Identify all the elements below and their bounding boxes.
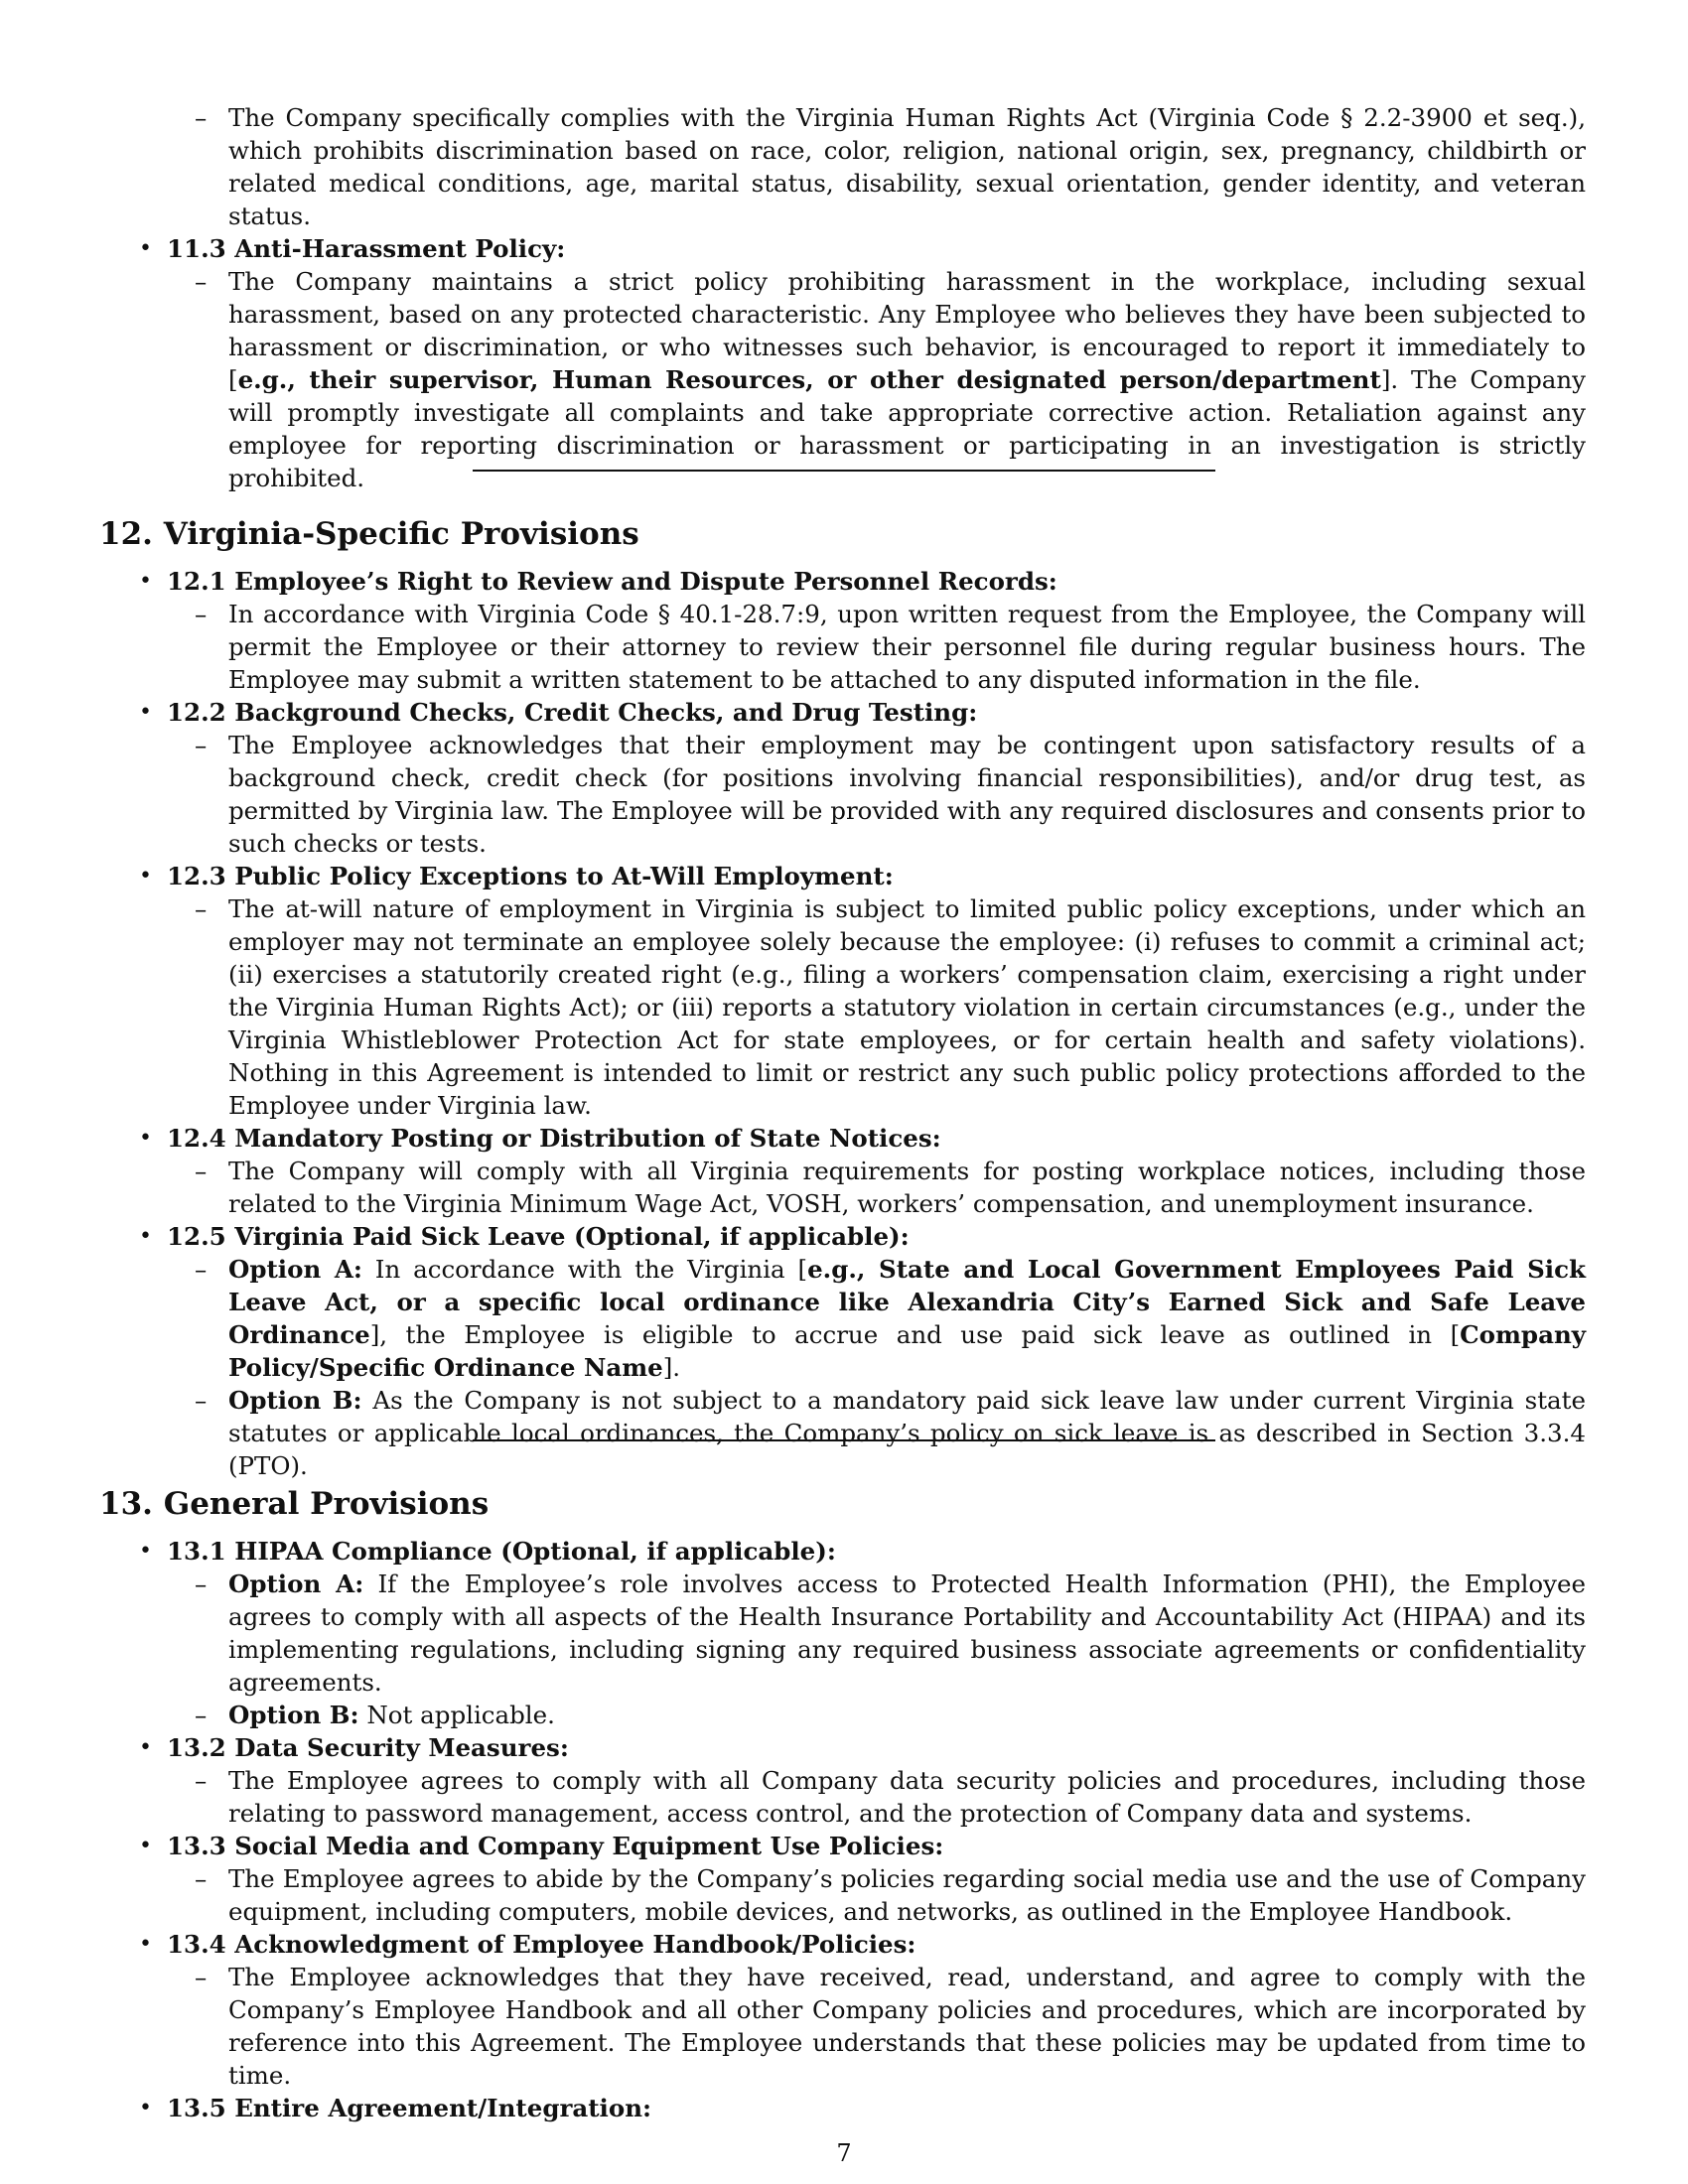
item-12-2-subs — [167, 729, 1589, 860]
section-divider — [473, 470, 1215, 472]
dash-marker: – — [195, 1963, 208, 1992]
bullet-marker: • — [139, 1834, 152, 1859]
bullet-marker: • — [139, 569, 152, 595]
item-13-1: • 13.1 HIPAA Compliance (Optional, if applicable): – Option A: If the Employee’s role involves access to Protected Health Information (PHI), the Employee agrees to comply with all aspects of the Health Insurance Portability and Accountability Act (HIPAA) and its implementing regulations, including signing any required business associate agreements or confidentiality agreements. – Option B: Not applicable. — [99, 1535, 1589, 1731]
bullet-marker: • — [139, 700, 152, 726]
item-12-3: • 12.3 Public Policy Exceptions to At-Will Employment: – The at-will nature of employment in Virginia is subject to limited public policy exceptions, under which an employer may not terminate an employee solely because the employee: (i) refuses to commit a criminal act; (ii) exercises a statutorily created right (e.g., filing a workers’ compensation claim, exercising a right under the Virginia Human Rights Act); or (iii) reports a statutory violation in certain circumstances (e.g., under the Virginia Whistleblower Protection Act for state employees, or for certain health and safety violations). Nothing in this Agreement is intended to limit or restrict any such public policy protections afforded to the Employee under Virginia law. — [99, 860, 1589, 1122]
item-12-5-subs — [167, 1253, 1589, 1482]
section-12 — [99, 516, 1589, 1482]
bullet-marker: • — [139, 1224, 152, 1250]
item-12-4: • 12.4 Mandatory Posting or Distribution of State Notices: – The Company will comply with all Virginia requirements for posting workplace notices, including those related to the Virginia Minimum Wage Act, VOSH, workers’ compensation, and unemployment insurance. — [99, 1122, 1589, 1220]
bullet-marker: • — [139, 1539, 152, 1565]
bullet-marker: • — [139, 1735, 152, 1761]
bullet-marker: • — [139, 1126, 152, 1152]
section-13 — [99, 1486, 1589, 2124]
bullet-marker: • — [139, 236, 152, 261]
item-12-1-sub: – In accordance with Virginia Code § 40.1-28.7:9, upon written request from the Employee, the Company will permit the Employee or their attorney to review their personnel file during regular business hours. The Employee may submit a written statement to be attached to any disputed information in the file. — [195, 600, 1586, 695]
item-12-3-sub: – The at-will nature of employment in Virginia is subject to limited public policy exceptions, under which an employer may not terminate an employee solely because the employee: (i) refuses to commit a criminal act; (ii) exercises a statutorily created right (e.g., filing a workers’ compensation claim, exercising a right under the Virginia Human Rights Act); or (iii) reports a statutory violation in certain circumstances (e.g., under the Virginia Whistleblower Protection Act for state employees, or for certain health and safety violations). Nothing in this Agreement is intended to limit or restrict any such public policy protections afforded to the Employee under Virginia law. — [195, 894, 1586, 1121]
item-13-5: • 13.5 Entire Agreement/Integration: — [139, 2094, 652, 2123]
bullet-marker: • — [139, 864, 152, 889]
section-11-continuation — [99, 101, 1589, 494]
item-13-1-option-b: – Option B: Not applicable. — [195, 1701, 555, 1730]
item-11-3 — [99, 232, 1589, 494]
dash-marker: – — [195, 1864, 208, 1894]
item-13-3: • 13.3 Social Media and Company Equipment Use Policies: – The Employee agrees to abide by the Company’s policies regarding social media use and the use of Company equipment, including computers, mobile devices, and networks, as outlined in the Employee Handbook. — [99, 1830, 1589, 1928]
section-13-items — [99, 1535, 1589, 2124]
dash-marker: – — [195, 1157, 208, 1186]
dash-marker: – — [195, 600, 208, 629]
section-12-items — [99, 565, 1589, 1482]
item-11-3-title: 11.3 Anti-Harassment Policy: — [167, 234, 566, 263]
dash-marker: – — [195, 267, 208, 296]
item-13-2-subs — [167, 1764, 1589, 1830]
item-13-3-sub: – The Employee agrees to abide by the Company’s policies regarding social media use and the use of Company equipment, including computers, mobile devices, and networks, as outlined in the Employee Handbook. — [195, 1864, 1586, 1927]
item-12-4-subs — [167, 1155, 1589, 1220]
item-12-1: • 12.1 Employee’s Right to Review and Dispute Personnel Records: – In accordance with Virginia Code § 40.1-28.7:9, upon written request from the Employee, the Company will permit the Employee or their attorney to review their personnel file during regular business hours. The Employee may submit a written statement to be attached to any disputed information in the file. — [99, 565, 1589, 696]
item-12-3-subs — [167, 892, 1589, 1122]
section-13-heading: 13. General Provisions — [99, 1486, 490, 1522]
item-13-3-subs — [167, 1862, 1589, 1928]
section-divider — [473, 1439, 1215, 1441]
item-13-1-subs — [167, 1568, 1589, 1731]
bullet-marker: • — [139, 1932, 152, 1958]
item-13-2: • 13.2 Data Security Measures: – The Employee agrees to comply with all Company data security policies and procedures, including those relating to password management, access control, and the protection of Company data and systems. — [99, 1731, 1589, 1830]
item-12-2-sub: – The Employee acknowledges that their employment may be contingent upon satisfactory results of a background check, credit check (for positions involving financial responsibilities), and/or drug test, as permitted by Virginia law. The Employee will be provided with any required disclosures and consents prior to such checks or tests. — [195, 731, 1586, 859]
dash-marker: – — [195, 1255, 208, 1285]
dash-marker: – — [195, 1570, 208, 1599]
item-12-5: • 12.5 Virginia Paid Sick Leave (Optional, if applicable): – Option A: In accordance with the Virginia [e.g., State and Local Government Employees Paid Sick Leave Act, or a specific local ordinance like Alexandria City’s Earned Sick and Safe Leave Ordinance], the Employee is eligible to accrue and use paid sick leave as outlined in [Company Policy/Specific Ordinance Name]. – Option B: As the Company is not subject to a mandatory paid sick leave law under current Virginia state statutes or applicable local ordinances, the Company’s policy on sick leave is as described in Section 3.3.4 (PTO). — [99, 1220, 1589, 1482]
item-12-5-option-a: – Option A: In accordance with the Virginia [e.g., State and Local Government Employees Paid Sick Leave Act, or a specific local ordinance like Alexandria City’s Earned Sick and Safe Leave Ordinance], the Employee is eligible to accrue and use paid sick leave as outlined in [Company Policy/Specific Ordinance Name]. — [195, 1255, 1586, 1383]
item-12-4-sub: – The Company will comply with all Virginia requirements for posting workplace notices, including those related to the Virginia Minimum Wage Act, VOSH, workers’ compensation, and unemployment insurance. — [195, 1157, 1586, 1219]
dash-marker: – — [195, 1701, 208, 1730]
item-13-4-subs — [167, 1961, 1589, 2092]
dash-marker: – — [195, 1386, 208, 1416]
section-12-heading: 12. Virginia-Specific Provisions — [99, 516, 639, 552]
item-11-3-sub: – The Company maintains a strict policy prohibiting harassment in the workplace, including sexual harassment, based on any protected characteristic. Any Employee who believes they have been subjected to harassment or discrimination, or who witnesses such behavior, is encouraged to report it immediately to [e.g., their supervisor, Human Resources, or other designated person/department]. The Company will promptly investigate all complaints and take appropriate corrective action. Retaliation against any employee for reporting discrimination or harassment or participating in an investigation is strictly prohibited. — [195, 267, 1586, 492]
bullet-marker: • — [139, 2096, 152, 2121]
item-12-1-subs — [167, 598, 1589, 696]
item-11-3-subs — [167, 265, 1589, 494]
dash-marker: – — [195, 894, 208, 924]
dash-marker: – — [195, 103, 208, 132]
page-number: 7 — [836, 2139, 852, 2167]
section-11-items — [99, 232, 1589, 494]
item-12-5-option-b: – Option B: As the Company is not subject to a mandatory paid sick leave law under current Virginia state statutes or applicable local ordinances, the Company’s policy on sick leave is as described in Section 3.3.4 (PTO). — [195, 1386, 1586, 1481]
dash-marker: – — [195, 731, 208, 760]
item-11-2-sub: – The Company specifically complies with the Virginia Human Rights Act (Virginia Code § 2.2-3900 et seq.), which prohibits discrimination based on race, color, religion, national origin, sex, pregnancy, childbirth or related medical conditions, age, marital status, disability, sexual orientation, gender identity, and veteran status. — [195, 103, 1586, 230]
item-13-1-option-a: – Option A: If the Employee’s role involves access to Protected Health Information (PHI), the Employee agrees to comply with all aspects of the Health Insurance Portability and Accountability Act (HIPAA) and its implementing regulations, including signing any required business associate agreements or confidentiality agreements. — [195, 1570, 1587, 1698]
item-13-4: • 13.4 Acknowledgment of Employee Handbook/Policies: – The Employee acknowledges that they have received, read, understand, and agree to comply with the Company’s Employee Handbook and all other Company policies and procedures, which are incorporated by reference into this Agreement. The Employee understands that these policies may be updated from time to time. — [99, 1928, 1589, 2092]
item-13-4-sub: – The Employee acknowledges that they have received, read, understand, and agree to comply with the Company’s Employee Handbook and all other Company policies and procedures, which are incorporated by reference into this Agreement. The Employee understands that these policies may be updated from time to time. — [195, 1963, 1586, 2091]
dash-marker: – — [195, 1766, 208, 1796]
item-11-2-subs — [99, 101, 1589, 232]
item-12-2: • 12.2 Background Checks, Credit Checks, and Drug Testing: – The Employee acknowledges that their employment may be contingent upon satisfactory results of a background check, credit check (for positions involving financial responsibilities), and/or drug test, as permitted by Virginia law. The Employee will be provided with any required disclosures and consents prior to such checks or tests. — [99, 696, 1589, 860]
item-13-2-sub: – The Employee agrees to comply with all Company data security policies and procedures, including those relating to password management, access control, and the protection of Company data and systems. — [195, 1766, 1586, 1829]
